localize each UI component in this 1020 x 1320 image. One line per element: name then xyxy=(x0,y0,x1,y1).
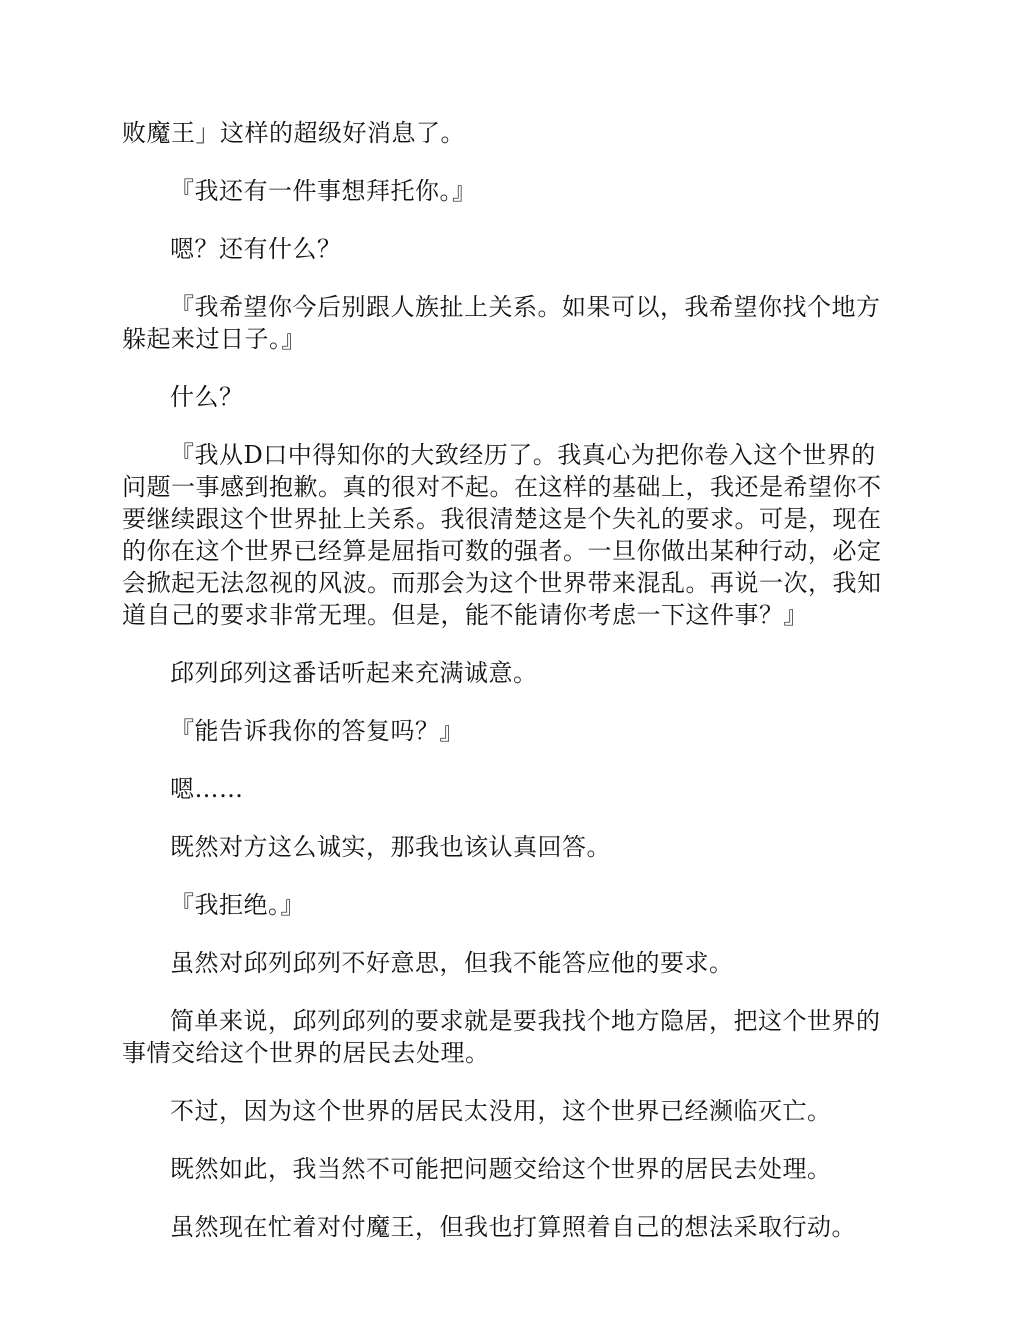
paragraph xyxy=(122,175,897,207)
paragraph-line: 躲起来过日子。』 xyxy=(122,325,306,353)
paragraph-line: 邱列邱列这番话听起来充满诚意。 xyxy=(170,659,538,687)
paragraph-line: 『我拒绝。』 xyxy=(170,891,305,919)
paragraph-line: 嗯…… xyxy=(170,775,244,803)
paragraph-line: 简单来说，邱列邱列的要求就是要我找个地方隐居，把这个世界的 xyxy=(170,1007,881,1035)
paragraph-line: 问题一事感到抱歉。真的很对不起。在这样的基础上，我还是希望你不 xyxy=(122,473,882,501)
paragraph-line: 『我希望你今后别跟人族扯上关系。如果可以，我希望你找个地方 xyxy=(170,293,881,321)
body-text xyxy=(122,117,897,1269)
paragraph xyxy=(122,773,897,805)
paragraph xyxy=(122,381,897,413)
paragraph-line: 事情交给这个世界的居民去处理。 xyxy=(122,1039,490,1067)
paragraph xyxy=(122,117,897,149)
paragraph-line: 『我从D口中得知你的大致经历了。我真心为把你卷入这个世界的 xyxy=(170,441,876,469)
paragraph-line: 虽然现在忙着对付魔王，但我也打算照着自己的想法采取行动。 xyxy=(170,1213,856,1241)
paragraph-line: 嗯？还有什么？ xyxy=(170,235,342,263)
paragraph-line: 不过，因为这个世界的居民太没用，这个世界已经濒临灭亡。 xyxy=(170,1097,832,1125)
paragraph-line: 败魔王」这样的超级好消息了。 xyxy=(122,119,465,147)
paragraph xyxy=(122,715,897,747)
paragraph xyxy=(122,831,897,863)
paragraph xyxy=(122,1211,897,1243)
paragraph-line: 『我还有一件事想拜托你。』 xyxy=(170,177,477,205)
paragraph xyxy=(122,233,897,265)
paragraph xyxy=(122,657,897,689)
paragraph-line: 会掀起无法忽视的风波。而那会为这个世界带来混乱。再说一次，我知 xyxy=(122,569,882,597)
paragraph xyxy=(122,947,897,979)
paragraph xyxy=(122,291,897,355)
paragraph-line: 『能告诉我你的答复吗？』 xyxy=(170,717,464,745)
paragraph-line: 既然对方这么诚实，那我也该认真回答。 xyxy=(170,833,611,861)
paragraph xyxy=(122,889,897,921)
paragraph-line: 道自己的要求非常无理。但是，能不能请你考虑一下这件事？』 xyxy=(122,601,808,629)
paragraph xyxy=(122,1153,897,1185)
paragraph-line: 虽然对邱列邱列不好意思，但我不能答应他的要求。 xyxy=(170,949,734,977)
paragraph xyxy=(122,1095,897,1127)
paragraph xyxy=(122,439,897,631)
paragraph-line: 要继续跟这个世界扯上关系。我很清楚这是个失礼的要求。可是，现在 xyxy=(122,505,882,533)
paragraph-line: 的你在这个世界已经算是屈指可数的强者。一旦你做出某种行动，必定 xyxy=(122,537,882,565)
paragraph xyxy=(122,1005,897,1069)
paragraph-line: 既然如此，我当然不可能把问题交给这个世界的居民去处理。 xyxy=(170,1155,832,1183)
paragraph-line: 什么？ xyxy=(170,383,244,411)
